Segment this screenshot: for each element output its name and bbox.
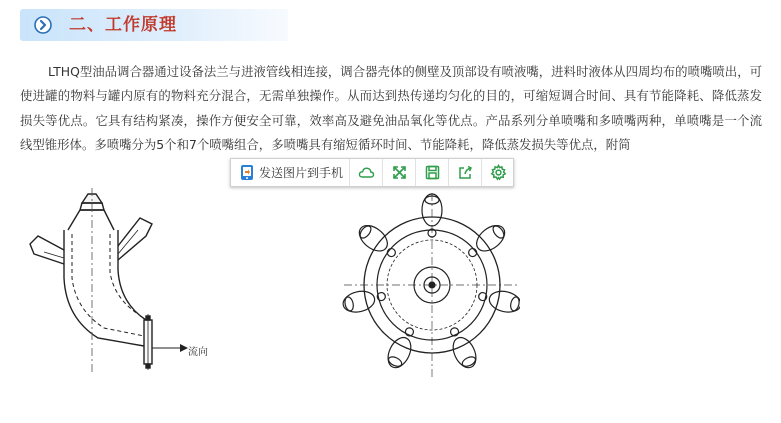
flow-direction-label: 流向 bbox=[188, 347, 208, 358]
section-header bbox=[20, 9, 288, 41]
share-icon bbox=[457, 164, 474, 181]
settings-button[interactable] bbox=[482, 159, 514, 186]
section-title: 二、工作原理 bbox=[69, 15, 177, 35]
expand-icon bbox=[391, 164, 408, 181]
send-to-phone-label: 发送图片到手机 bbox=[259, 166, 344, 180]
gear-icon bbox=[490, 164, 507, 181]
image-toolbar bbox=[230, 158, 514, 187]
cloud-button[interactable] bbox=[350, 159, 383, 186]
chevron-right-icon bbox=[34, 16, 52, 34]
description-paragraph: LTHQ型油品调合器通过设备法兰与进液管线相连接，调合器壳体的侧壁及顶部设有喷液嘴，进料时液体从四周均布的喷嘴喷出，可使进罐的物料与罐内原有的物料充分混合，无需单独操作。从而达到热传递均匀化的目的，可缩短调合时间、具有节能降耗、降低蒸发损失等优点。它具有结构紧凑，操作方便安全可靠，效率高及避免油品氧化等优点。产品系列分单喷嘴和多喷嘴两种，单喷嘴是一个流线型锥形体。多喷嘴分为5个和7个喷嘴组合，多喷嘴具有缩短循环时间、节能降耗，降低蒸发损失等优点，附简 bbox=[20, 64, 762, 152]
mixer-diagram bbox=[20, 188, 520, 383]
save-button[interactable] bbox=[416, 159, 449, 186]
phone-icon bbox=[240, 164, 254, 181]
save-icon bbox=[424, 164, 441, 181]
share-button[interactable] bbox=[449, 159, 482, 186]
expand-button[interactable] bbox=[383, 159, 416, 186]
send-to-phone-button[interactable] bbox=[231, 159, 350, 186]
cloud-icon bbox=[358, 164, 375, 181]
